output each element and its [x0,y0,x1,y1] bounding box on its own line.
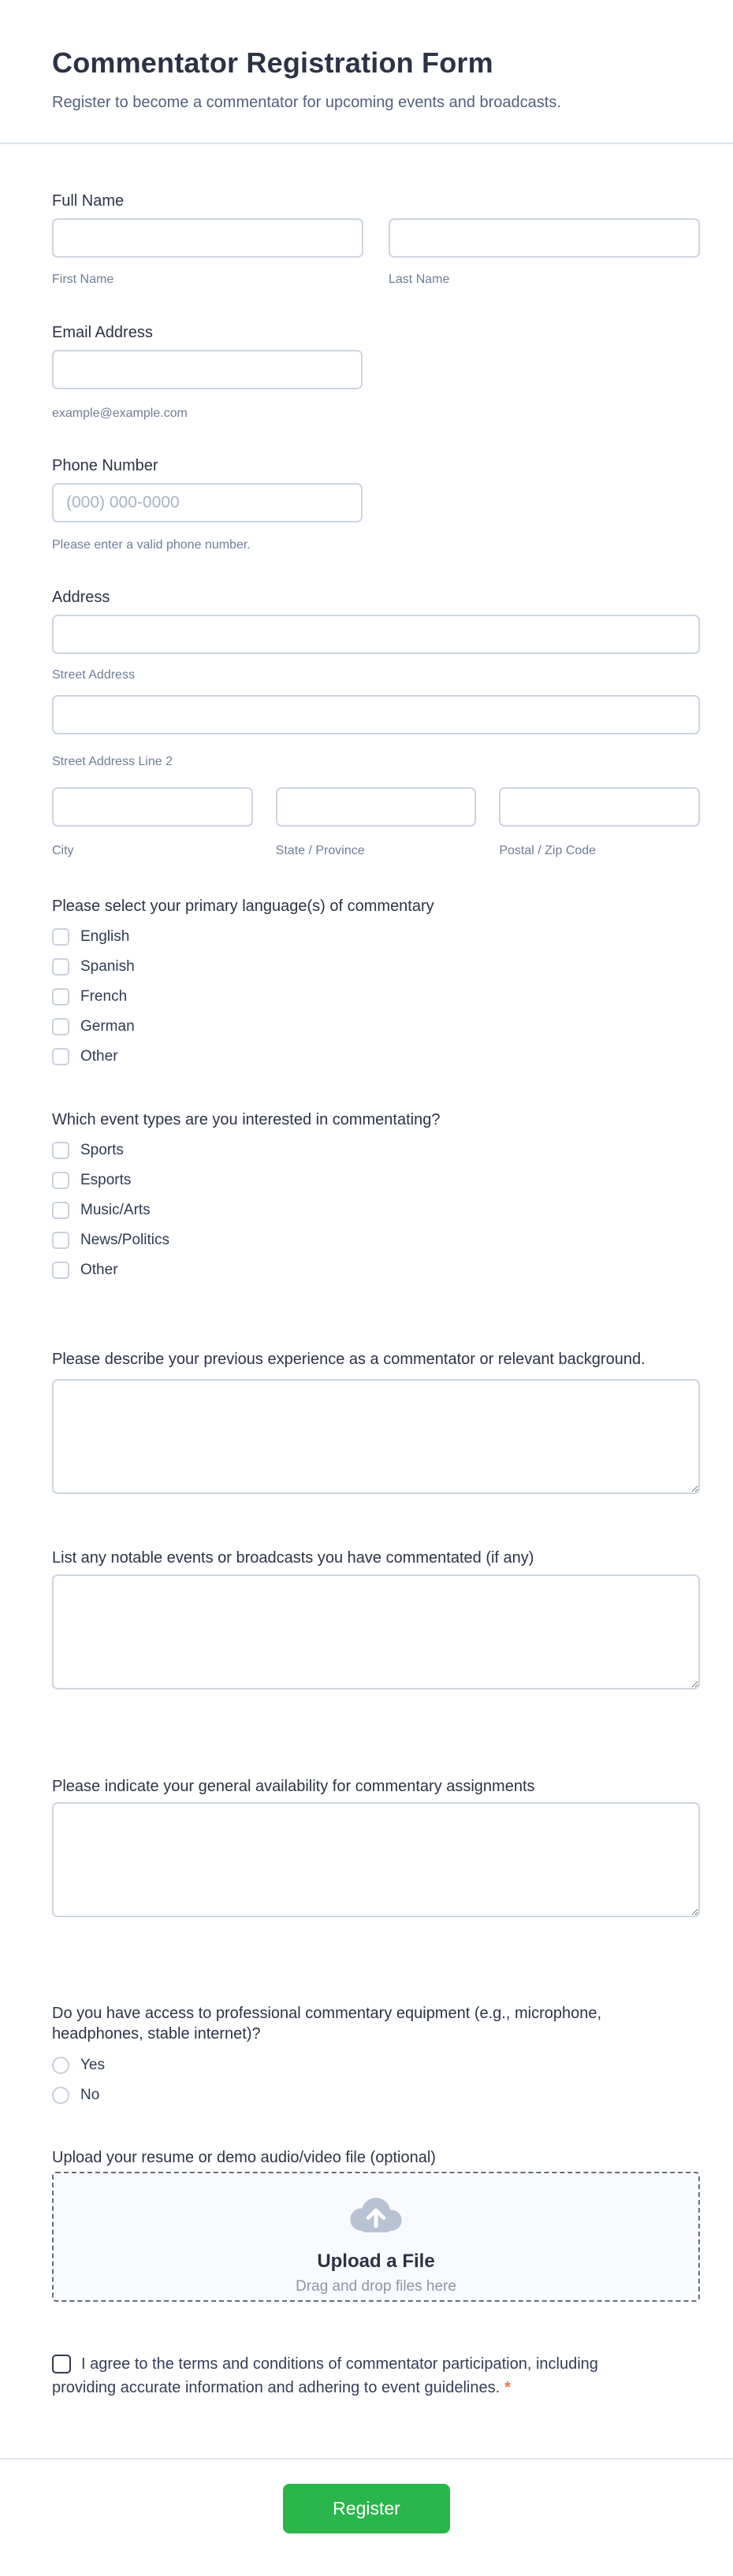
checkbox-spanish[interactable] [52,958,69,976]
field-experience [52,1349,700,1494]
event-option-label: Esports [80,1172,132,1188]
event-option-other[interactable] [52,1260,700,1281]
equipment-option-yes[interactable] [52,2055,700,2076]
languages-label: Please select your primary language(s) of commentary [52,898,434,915]
field-email [52,322,700,422]
field-notable-events [52,1548,700,1689]
radio-no[interactable] [52,2087,69,2104]
language-option-label: French [80,988,128,1005]
checkbox-event-other[interactable] [52,1262,69,1279]
street-address-line2-input[interactable] [52,695,700,734]
street-address-sublabel: Street Address [52,668,135,682]
checkbox-english[interactable] [52,928,69,946]
language-option-english[interactable] [52,927,700,947]
event-option-music-arts[interactable] [52,1200,700,1221]
equipment-option-label: Yes [80,2057,105,2073]
event-option-label: News/Politics [80,1232,169,1248]
language-option-label: Spanish [80,958,135,975]
last-name-input[interactable] [389,218,700,258]
experience-textarea[interactable] [52,1379,700,1494]
register-button[interactable]: Register [283,2484,450,2533]
upload-label: Upload your resume or demo audio/video file (optional) [52,2149,436,2166]
availability-label: Please indicate your general availability for commentary assignments [52,1778,535,1795]
agreement-text: I agree to the terms and conditions of commentator participation, including providing accurate information and adhering to event guidelines. [52,2355,598,2396]
required-asterisk: * [504,2379,511,2396]
full-name-label: Full Name [52,192,125,210]
event-option-label: Other [80,1262,118,1278]
event-option-news-politics[interactable] [52,1230,700,1251]
phone-sublabel: Please enter a valid phone number. [52,538,251,552]
event-option-esports[interactable] [52,1170,700,1191]
zip-input[interactable] [499,787,700,827]
field-equipment [52,2003,700,2106]
language-option-label: German [80,1018,135,1035]
form-header [0,0,733,144]
availability-textarea[interactable] [52,1802,700,1917]
equipment-label: Do you have access to professional commentary equipment (e.g., microphone, headphones, stable internet)? [52,2005,602,2043]
page-subtitle: Register to become a commentator for upcoming events and broadcasts. [52,94,561,111]
page-title: Commentator Registration Form [52,46,493,79]
checkbox-music-arts[interactable] [52,1202,69,1219]
checkbox-french[interactable] [52,988,69,1005]
state-input[interactable] [276,787,477,827]
field-languages [52,896,700,1067]
city-sublabel: City [52,844,74,857]
language-option-label: English [80,928,130,945]
street-address-input[interactable] [52,615,700,654]
language-option-spanish[interactable] [52,957,700,977]
street-address-line2-sublabel: Street Address Line 2 [52,755,173,768]
email-label: Email Address [52,324,153,341]
field-full-name [52,191,700,288]
experience-label: Please describe your previous experience as a commentator or relevant background. [52,1351,646,1368]
file-upload-dropzone[interactable] [52,2172,700,2302]
state-sublabel: State / Province [275,844,365,857]
upload-file-button[interactable]: Upload a File [317,2251,435,2272]
event-option-label: Sports [80,1142,124,1158]
cloud-upload-icon [345,2194,407,2236]
address-label: Address [52,589,110,606]
zip-sublabel: Postal / Zip Code [499,844,597,857]
checkbox-sports[interactable] [52,1142,69,1159]
language-option-german[interactable] [52,1017,700,1037]
radio-yes[interactable] [52,2057,69,2074]
last-name-sublabel: Last Name [389,273,450,286]
drag-drop-hint: Drag and drop files here [296,2278,456,2295]
first-name-sublabel: First Name [52,273,114,286]
event-option-label: Music/Arts [80,1202,151,1218]
city-input[interactable] [52,787,253,827]
form-footer [0,2459,733,2533]
checkbox-esports[interactable] [52,1172,69,1189]
field-address [52,587,700,859]
field-upload [52,2147,700,2302]
field-availability [52,1776,700,1917]
language-option-french[interactable] [52,987,700,1007]
first-name-input[interactable] [52,218,363,258]
event-option-sports[interactable] [52,1140,700,1161]
language-option-label: Other [80,1048,118,1065]
email-sublabel: example@example.com [52,407,188,420]
equipment-option-label: No [80,2087,100,2103]
phone-label: Phone Number [52,457,158,474]
email-input[interactable] [52,350,363,389]
equipment-option-no[interactable] [52,2085,700,2106]
checkbox-news-politics[interactable] [52,1232,69,1249]
checkbox-agree-terms[interactable] [52,2355,71,2373]
notable-events-textarea[interactable] [52,1574,700,1689]
checkbox-language-other[interactable] [52,1048,69,1065]
checkbox-german[interactable] [52,1018,69,1035]
notable-events-label: List any notable events or broadcasts you have commentated (if any) [52,1549,534,1567]
field-phone [52,455,700,553]
phone-input[interactable] [52,483,363,522]
language-option-other[interactable] [52,1046,700,1067]
event-types-label: Which event types are you interested in commentating? [52,1111,441,1128]
field-agreement [52,2352,612,2399]
field-event-types [52,1110,700,1281]
